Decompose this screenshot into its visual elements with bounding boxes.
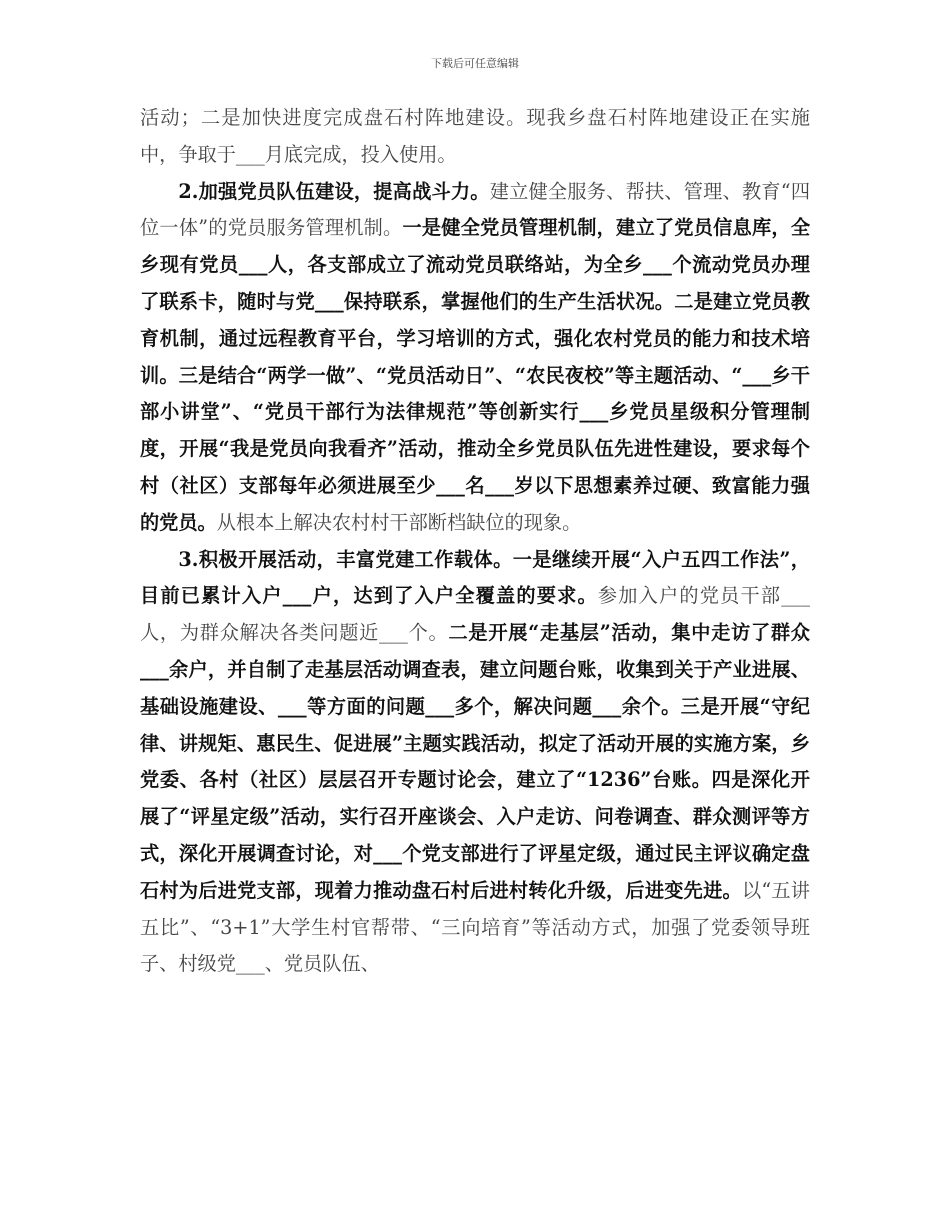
text-run: 活动；二是加快进度完成盘石村阵地建设。现我乡盘石村阵地建设正在实施中，争取于___月底完成，投入使用。	[140, 106, 810, 166]
paragraph-continuation	[140, 100, 810, 174]
page-header: 下载后可任意编辑	[431, 57, 519, 70]
text-run: 参加入户的党员干部___人，为群众解决各类问题近___个。	[140, 584, 810, 645]
text-run: 以“五讲五比”、“3+1”大学生村官帮带、“三向培育”等活动方式，加强了党委领导班子、村级党___、党员队伍、	[140, 878, 810, 976]
paragraph-activities	[140, 542, 810, 984]
document-body	[140, 100, 810, 983]
section-heading: 3.积极开展活动，丰富党建工作载体。一是继续开展“入户五四工作法”，目前已累计入户___户，达到了入户全覆盖的要求。	[140, 547, 810, 608]
section-heading: 2.加强党员队伍建设，提高战斗力。	[178, 179, 490, 203]
text-run: 从根本上解决农村村干部断档缺位的现象。	[216, 510, 582, 534]
paragraph-party-member-team	[140, 174, 810, 542]
text-run-bold: 二是开展“走基层”活动，集中走访了群众___余户，并自制了走基层活动调查表，建立问题台账，收集到关于产业进展、基础设施建设、___等方面的问题___多个，解决问题___余个。三是开展“守纪律、讲规矩、惠民生、促进展”主题实践活动，拟定了活动开展的实施方案，乡党委、各村（社区）层层召开专题讨论会，建立了“1236”台账。四是深化开展了“评星定级”活动，实行召开座谈会、入户走访、问卷调查、群众测评等方式，深化开展调查讨论，对___个党支部进行了评星定级，通过民主评议确定盘石村为后进党支部，现着力推动盘石村后进村转化升级，后进变先进。	[140, 621, 810, 902]
text-run-bold: 一是健全党员管理机制，建立了党员信息库，全乡现有党员___人，各支部成立了流动党员联络站，为全乡___个流动党员办理了联系卡，随时与党___保持联系，掌握他们的生产生活状况。二是建立党员教育机制，通过远程教育平台，学习培训的方式，强化农村党员的能力和技术培训。三是结合“两学一做”、“党员活动日”、“农民夜校”等主题活动、“___乡干部小讲堂”、“党员干部行为法律规范”等创新实行___乡党员星级积分管理制度，开展“我是党员向我看齐”活动，推动全乡党员队伍先进性建设，要求每个村（社区）支部每年必须进展至少___名___岁以下思想素养过硬、致富能力强的党员。	[140, 216, 811, 534]
text-run: 建立健全服务、帮扶、管理、教育“四位一体”的党员服务管理机制。	[140, 179, 811, 240]
